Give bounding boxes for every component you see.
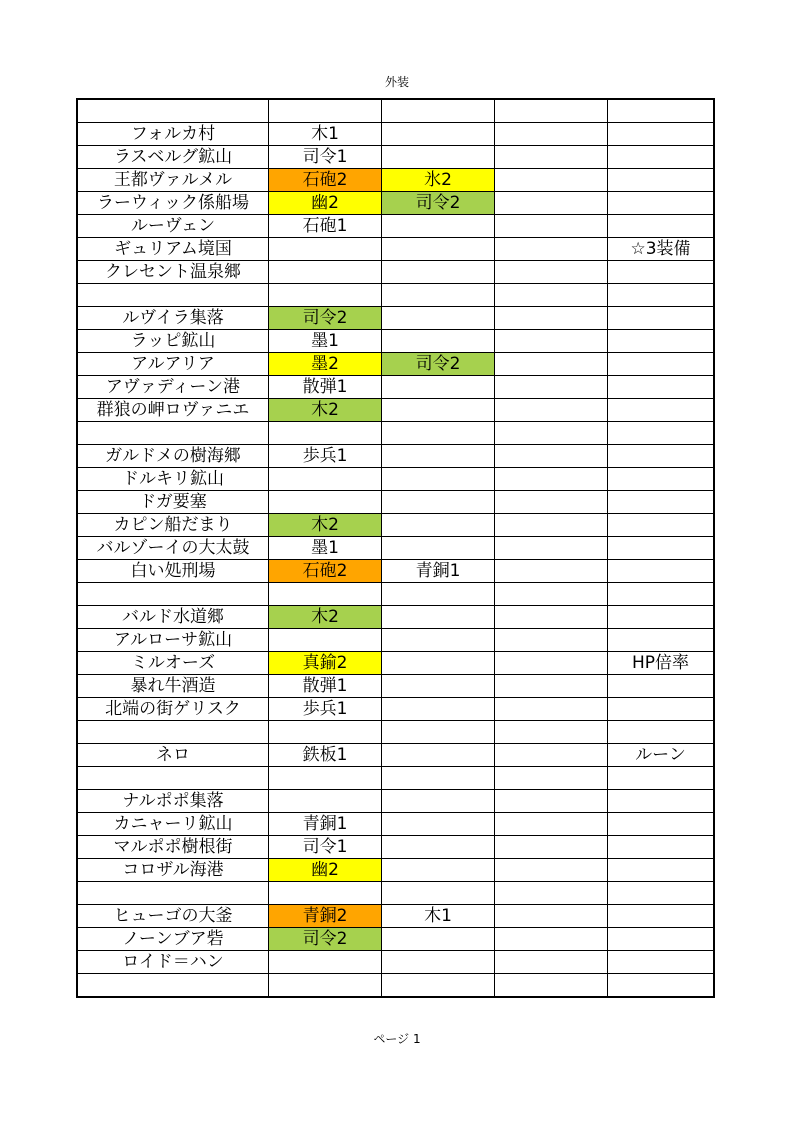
table-cell[interactable]: [495, 146, 608, 169]
table-cell[interactable]: [608, 468, 715, 491]
table-cell[interactable]: [608, 169, 715, 192]
table-cell[interactable]: [495, 813, 608, 836]
table-cell[interactable]: [269, 767, 382, 790]
table-cell[interactable]: 青銅2: [269, 905, 382, 928]
table-row: [77, 606, 714, 629]
table-cell[interactable]: [495, 721, 608, 744]
table-cell[interactable]: [608, 767, 715, 790]
location-cell[interactable]: アヴァディーン港: [77, 376, 269, 399]
table-cell[interactable]: 真鍮2: [269, 652, 382, 675]
table-row: [77, 99, 714, 123]
table-cell[interactable]: [608, 928, 715, 951]
table-cell[interactable]: [269, 951, 382, 974]
location-cell[interactable]: アルローサ鉱山: [77, 629, 269, 652]
table-row: [77, 422, 714, 445]
spreadsheet-table: [76, 98, 715, 998]
table-cell[interactable]: [382, 583, 495, 606]
table-cell[interactable]: [382, 744, 495, 767]
location-cell[interactable]: ラスベルグ鉱山: [77, 146, 269, 169]
table-cell[interactable]: [495, 376, 608, 399]
table-cell[interactable]: [608, 836, 715, 859]
table-cell[interactable]: [608, 261, 715, 284]
table-cell[interactable]: 木2: [269, 514, 382, 537]
table-cell[interactable]: 司令1: [269, 146, 382, 169]
table-row: [77, 629, 714, 652]
table-row: [77, 353, 714, 376]
table-row: [77, 698, 714, 721]
table-cell[interactable]: [608, 951, 715, 974]
table-row: [77, 330, 714, 353]
table-cell[interactable]: [608, 514, 715, 537]
table-cell[interactable]: [269, 974, 382, 998]
table-row: [77, 813, 714, 836]
table-cell[interactable]: 木1: [269, 123, 382, 146]
table-cell[interactable]: [382, 537, 495, 560]
table-cell[interactable]: [382, 307, 495, 330]
table-cell[interactable]: 散弾1: [269, 376, 382, 399]
page-header: 外装: [384, 75, 409, 89]
table-row: [77, 721, 714, 744]
location-cell[interactable]: 王都ヴァルメル: [77, 169, 269, 192]
table-cell[interactable]: [269, 882, 382, 905]
table-cell[interactable]: [495, 744, 608, 767]
location-cell[interactable]: [77, 882, 269, 905]
table-row: [77, 468, 714, 491]
table-cell[interactable]: [382, 215, 495, 238]
table-cell[interactable]: [608, 399, 715, 422]
table-cell[interactable]: [382, 974, 495, 998]
table-cell[interactable]: [608, 307, 715, 330]
table-cell[interactable]: 木2: [269, 606, 382, 629]
location-cell[interactable]: ミルオーズ: [77, 652, 269, 675]
table-cell[interactable]: [495, 560, 608, 583]
table-cell[interactable]: [382, 928, 495, 951]
table-row: [77, 974, 714, 998]
table-cell[interactable]: ☆3装備: [608, 238, 715, 261]
table-cell[interactable]: [495, 767, 608, 790]
table-cell[interactable]: [608, 859, 715, 882]
table-cell[interactable]: [382, 652, 495, 675]
table-cell[interactable]: [608, 721, 715, 744]
table-cell[interactable]: [269, 629, 382, 652]
location-cell[interactable]: 群狼の岬ロヴァニエ: [77, 399, 269, 422]
table-cell[interactable]: [269, 583, 382, 606]
table-cell[interactable]: [382, 261, 495, 284]
table-cell[interactable]: 墨1: [269, 330, 382, 353]
table-cell[interactable]: 司令2: [382, 192, 495, 215]
table-cell[interactable]: 墨1: [269, 537, 382, 560]
table-cell[interactable]: [495, 583, 608, 606]
table-cell[interactable]: [382, 675, 495, 698]
table-cell[interactable]: [382, 491, 495, 514]
table-row: [77, 215, 714, 238]
table-cell[interactable]: [269, 790, 382, 813]
table-cell[interactable]: [608, 583, 715, 606]
table-cell[interactable]: 司令2: [269, 307, 382, 330]
table-cell[interactable]: [608, 790, 715, 813]
location-cell[interactable]: 北端の街ゲリスク: [77, 698, 269, 721]
table-cell[interactable]: 石砲2: [269, 169, 382, 192]
table-cell[interactable]: [382, 422, 495, 445]
table-cell[interactable]: [608, 905, 715, 928]
table-cell[interactable]: [608, 215, 715, 238]
table-cell[interactable]: [608, 146, 715, 169]
table-cell[interactable]: [608, 698, 715, 721]
table-cell[interactable]: [608, 99, 715, 123]
location-cell[interactable]: カニャーリ鉱山: [77, 813, 269, 836]
table-cell[interactable]: [608, 974, 715, 998]
location-cell[interactable]: ラッピ鉱山: [77, 330, 269, 353]
location-cell[interactable]: ロイド＝ハン: [77, 951, 269, 974]
location-cell[interactable]: ガルドメの樹海郷: [77, 445, 269, 468]
location-cell[interactable]: ドガ要塞: [77, 491, 269, 514]
table-cell[interactable]: [495, 905, 608, 928]
location-cell[interactable]: ラーウィック係船場: [77, 192, 269, 215]
table-cell[interactable]: [608, 353, 715, 376]
table-cell[interactable]: [495, 606, 608, 629]
table-row: [77, 560, 714, 583]
table-cell[interactable]: 歩兵1: [269, 698, 382, 721]
location-cell[interactable]: マルポポ樹根街: [77, 836, 269, 859]
table-cell[interactable]: 幽2: [269, 192, 382, 215]
table-cell[interactable]: [608, 560, 715, 583]
table-row: [77, 790, 714, 813]
table-cell[interactable]: [269, 422, 382, 445]
table-cell[interactable]: [382, 468, 495, 491]
location-cell[interactable]: [77, 284, 269, 307]
location-cell[interactable]: 白い処刑場: [77, 560, 269, 583]
location-cell[interactable]: バルゾーイの大太鼓: [77, 537, 269, 560]
table-cell[interactable]: [495, 491, 608, 514]
table-cell[interactable]: [495, 859, 608, 882]
table-cell[interactable]: [495, 169, 608, 192]
table-cell[interactable]: [495, 974, 608, 998]
table-cell[interactable]: [382, 882, 495, 905]
table-cell[interactable]: [495, 261, 608, 284]
location-cell[interactable]: [77, 721, 269, 744]
location-cell[interactable]: [77, 99, 269, 123]
location-cell[interactable]: ネロ: [77, 744, 269, 767]
table-cell[interactable]: [495, 537, 608, 560]
table-cell[interactable]: 青銅1: [269, 813, 382, 836]
table-cell[interactable]: 歩兵1: [269, 445, 382, 468]
table-cell[interactable]: ルーン: [608, 744, 715, 767]
table-cell[interactable]: [608, 882, 715, 905]
table-cell[interactable]: HP倍率: [608, 652, 715, 675]
table-cell[interactable]: [495, 514, 608, 537]
table-cell[interactable]: [495, 629, 608, 652]
table-cell[interactable]: [382, 445, 495, 468]
table-row: [77, 445, 714, 468]
table-cell[interactable]: [608, 330, 715, 353]
table-row: [77, 905, 714, 928]
table-cell[interactable]: [495, 99, 608, 123]
table-cell[interactable]: [495, 928, 608, 951]
table-cell[interactable]: [495, 882, 608, 905]
table-cell[interactable]: [382, 99, 495, 123]
table-cell[interactable]: [269, 99, 382, 123]
page-footer: ページ 1: [373, 1032, 421, 1046]
location-cell[interactable]: [77, 767, 269, 790]
table-row: [77, 767, 714, 790]
table-cell[interactable]: 青銅1: [382, 560, 495, 583]
table-row: [77, 836, 714, 859]
table-row: [77, 376, 714, 399]
table-cell[interactable]: 石砲1: [269, 215, 382, 238]
table-cell[interactable]: [495, 468, 608, 491]
table-cell[interactable]: [382, 399, 495, 422]
location-cell[interactable]: ヒューゴの大釜: [77, 905, 269, 928]
table-row: [77, 514, 714, 537]
table-cell[interactable]: [382, 238, 495, 261]
table-cell[interactable]: 氷2: [382, 169, 495, 192]
table-cell[interactable]: [495, 422, 608, 445]
table-cell[interactable]: [608, 675, 715, 698]
table-cell[interactable]: [495, 284, 608, 307]
table-cell[interactable]: [608, 537, 715, 560]
table-row: [77, 261, 714, 284]
table-cell[interactable]: 木1: [382, 905, 495, 928]
table-cell[interactable]: [382, 123, 495, 146]
table-cell[interactable]: 墨2: [269, 353, 382, 376]
table-body: [77, 99, 714, 997]
table-cell[interactable]: [495, 675, 608, 698]
table-cell[interactable]: [495, 353, 608, 376]
table-cell[interactable]: [382, 376, 495, 399]
table-row: [77, 238, 714, 261]
table-cell[interactable]: [269, 491, 382, 514]
table-cell[interactable]: [382, 951, 495, 974]
location-cell[interactable]: 暴れ牛酒造: [77, 675, 269, 698]
table-cell[interactable]: [382, 330, 495, 353]
table-cell[interactable]: [495, 192, 608, 215]
table-row: [77, 491, 714, 514]
table-row: [77, 146, 714, 169]
table-cell[interactable]: [495, 307, 608, 330]
table-row: [77, 928, 714, 951]
location-cell[interactable]: [77, 422, 269, 445]
location-cell[interactable]: ノーンブア砦: [77, 928, 269, 951]
table-cell[interactable]: 司令1: [269, 836, 382, 859]
table-cell[interactable]: [382, 514, 495, 537]
table-cell[interactable]: [495, 123, 608, 146]
table-cell[interactable]: [608, 422, 715, 445]
table-row: [77, 169, 714, 192]
table-cell[interactable]: [608, 629, 715, 652]
table-row: [77, 744, 714, 767]
table-cell[interactable]: 木2: [269, 399, 382, 422]
table-cell[interactable]: [495, 445, 608, 468]
table-cell[interactable]: [269, 284, 382, 307]
table-cell[interactable]: [382, 859, 495, 882]
location-cell[interactable]: ルーヴェン: [77, 215, 269, 238]
table-row: [77, 675, 714, 698]
table-cell[interactable]: 散弾1: [269, 675, 382, 698]
table-cell[interactable]: [495, 215, 608, 238]
location-cell[interactable]: バルド水道郷: [77, 606, 269, 629]
table-cell[interactable]: 司令2: [382, 353, 495, 376]
table-cell[interactable]: [608, 606, 715, 629]
location-cell[interactable]: ナルポポ集落: [77, 790, 269, 813]
table-cell[interactable]: [608, 376, 715, 399]
table-cell[interactable]: [495, 330, 608, 353]
table-cell[interactable]: [495, 951, 608, 974]
table-row: [77, 859, 714, 882]
table-cell[interactable]: [382, 836, 495, 859]
table-cell[interactable]: [495, 836, 608, 859]
table-cell[interactable]: [495, 652, 608, 675]
location-cell[interactable]: フォルカ村: [77, 123, 269, 146]
table-cell[interactable]: [269, 238, 382, 261]
table-row: [77, 951, 714, 974]
location-cell[interactable]: コロザル海港: [77, 859, 269, 882]
table-cell[interactable]: 幽2: [269, 859, 382, 882]
table-cell[interactable]: [269, 261, 382, 284]
table-cell[interactable]: 司令2: [269, 928, 382, 951]
table-cell[interactable]: [269, 721, 382, 744]
table-cell[interactable]: [608, 491, 715, 514]
table-row: [77, 284, 714, 307]
table-cell[interactable]: [608, 813, 715, 836]
table-cell[interactable]: [382, 606, 495, 629]
table-row: [77, 192, 714, 215]
location-cell[interactable]: カピン船だまり: [77, 514, 269, 537]
table-cell[interactable]: [382, 721, 495, 744]
table-cell[interactable]: [608, 192, 715, 215]
table-cell[interactable]: [495, 790, 608, 813]
table-cell[interactable]: [382, 146, 495, 169]
table-cell[interactable]: [269, 468, 382, 491]
table-cell[interactable]: [382, 790, 495, 813]
table-cell[interactable]: [495, 399, 608, 422]
location-cell[interactable]: [77, 974, 269, 998]
table-cell[interactable]: [608, 445, 715, 468]
location-cell[interactable]: ドルキリ鉱山: [77, 468, 269, 491]
table-cell[interactable]: [382, 629, 495, 652]
table-cell[interactable]: [382, 813, 495, 836]
table-row: [77, 399, 714, 422]
table-cell[interactable]: [382, 767, 495, 790]
location-cell[interactable]: ギュリアム境国: [77, 238, 269, 261]
table-row: [77, 652, 714, 675]
table-row: [77, 882, 714, 905]
table-cell[interactable]: [382, 284, 495, 307]
table-cell[interactable]: [495, 698, 608, 721]
location-cell[interactable]: ルヴイラ集落: [77, 307, 269, 330]
table-cell[interactable]: 石砲2: [269, 560, 382, 583]
table-row: [77, 537, 714, 560]
location-cell[interactable]: クレセント温泉郷: [77, 261, 269, 284]
table-row: [77, 123, 714, 146]
table-cell[interactable]: [382, 698, 495, 721]
table-cell[interactable]: 鉄板1: [269, 744, 382, 767]
table-row: [77, 307, 714, 330]
table-cell[interactable]: [608, 123, 715, 146]
location-cell[interactable]: アルアリア: [77, 353, 269, 376]
table-cell[interactable]: [608, 284, 715, 307]
location-cell[interactable]: [77, 583, 269, 606]
table-row: [77, 583, 714, 606]
table-cell[interactable]: [495, 238, 608, 261]
